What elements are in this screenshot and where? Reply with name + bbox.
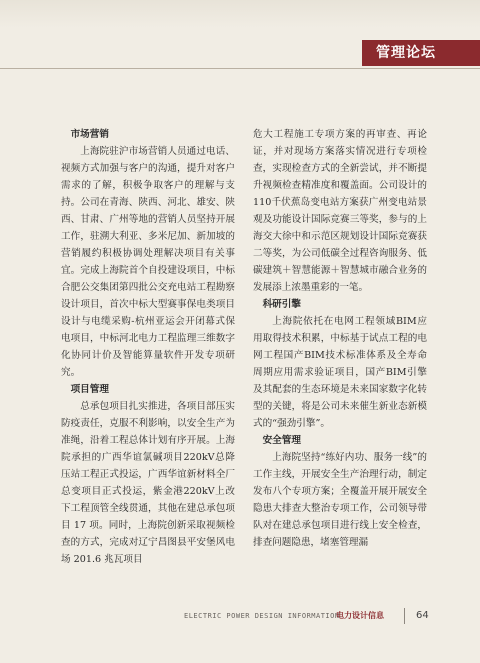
section-heading: 市场营销 <box>70 129 109 140</box>
footer <box>0 606 480 626</box>
top-band <box>0 0 480 28</box>
section-heading: 安全管理 <box>262 435 301 446</box>
footer-chinese-title: 电力设计信息 <box>336 611 384 620</box>
section-tab <box>362 40 480 66</box>
body-paragraph: 总承包项目扎实推进，各项目部压实防疫责任，克服不利影响，以安全生产为准绳，沿着工程总体计划有序开展。上海院承担的广西华谊氯碱项目220kV总降压站工程正式投运，广西华谊新材料全厂总变项目正式投运，紫金港220kV上改下工程顶管全线贯通，其他在建总承包项目 17 项。同时，上海院创新采取视频检查的方式，完成对辽宁昌图县平安堡风电场 201.6 兆瓦项目 <box>61 401 235 565</box>
body-paragraph: 危大工程施工专项方案的再审查、再论证，并对现场方案落实情况进行专项检查，实现检查方式的全新尝试，并不断提升视频检查精准度和覆盖面。公司设计的110千伏蕉岛变电站方案获广州变电站景观及功能设计国际竞赛三等奖，参与的上海交大徐中和示范区规划设计国际竞赛获二等奖，为公司低碳全过程咨询服务、低碳建筑＋智慧能源＋智慧城市融合业务的发展添上浓墨重彩的一笔。 <box>253 129 427 293</box>
header-divider <box>0 68 480 69</box>
body-paragraph: 上海院坚持“练好内功、服务一线”的工作主线，开展安全生产治理行动，制定发布八个专项方案；全覆盖开展开展安全隐患大排查大整治专项工作，公司领导带队对在建总承包项目进行线上安全检查，排查问题隐患，堵塞管理漏 <box>253 452 427 548</box>
right-column <box>253 126 427 551</box>
footer-separator <box>404 608 405 624</box>
left-column <box>61 126 235 568</box>
page-number: 64 <box>416 610 429 621</box>
body-paragraph: 上海院驻沪市场营销人员通过电话、视频方式加强与客户的沟通，提升对客户需求的了解，积极争取客户的理解与支持。公司在青海、陕西、河北、雄安、陕西、甘肃、广州等地的营销人员坚持开展工作，驻溯大利亚、多米尼加、新加坡的营销履约积极协调处理解决项目有关事宜。完成上海院首个自投建设项目，中标合肥公交集团第四批公交充电站工程勘察设计项目，首次中标大型赛事保电类项目设计与电缆采购-杭州亚运会开闭幕式保电项目，中标河北电力工程监理三维数字化协同计价及智能算量软件开发专项研究。 <box>61 146 235 378</box>
section-tab-label: 管理论坛 <box>376 45 436 61</box>
section-heading: 科研引擎 <box>262 299 301 310</box>
section-heading: 项目管理 <box>70 384 109 395</box>
body-paragraph: 上海院依托在电网工程领域BIM应用取得技术积累，中标基于试点工程的电网工程国产BIM技术标准体系及全寿命周期应用需求验证项目，国产BIM引擎及其配套的生态环境是未来国家数字化转型的关键，将是公司未来催生新业态新模式的“强劲引擎”。 <box>253 316 427 429</box>
footer-english-title: ELECTRIC POWER DESIGN INFORMATION <box>184 612 340 620</box>
